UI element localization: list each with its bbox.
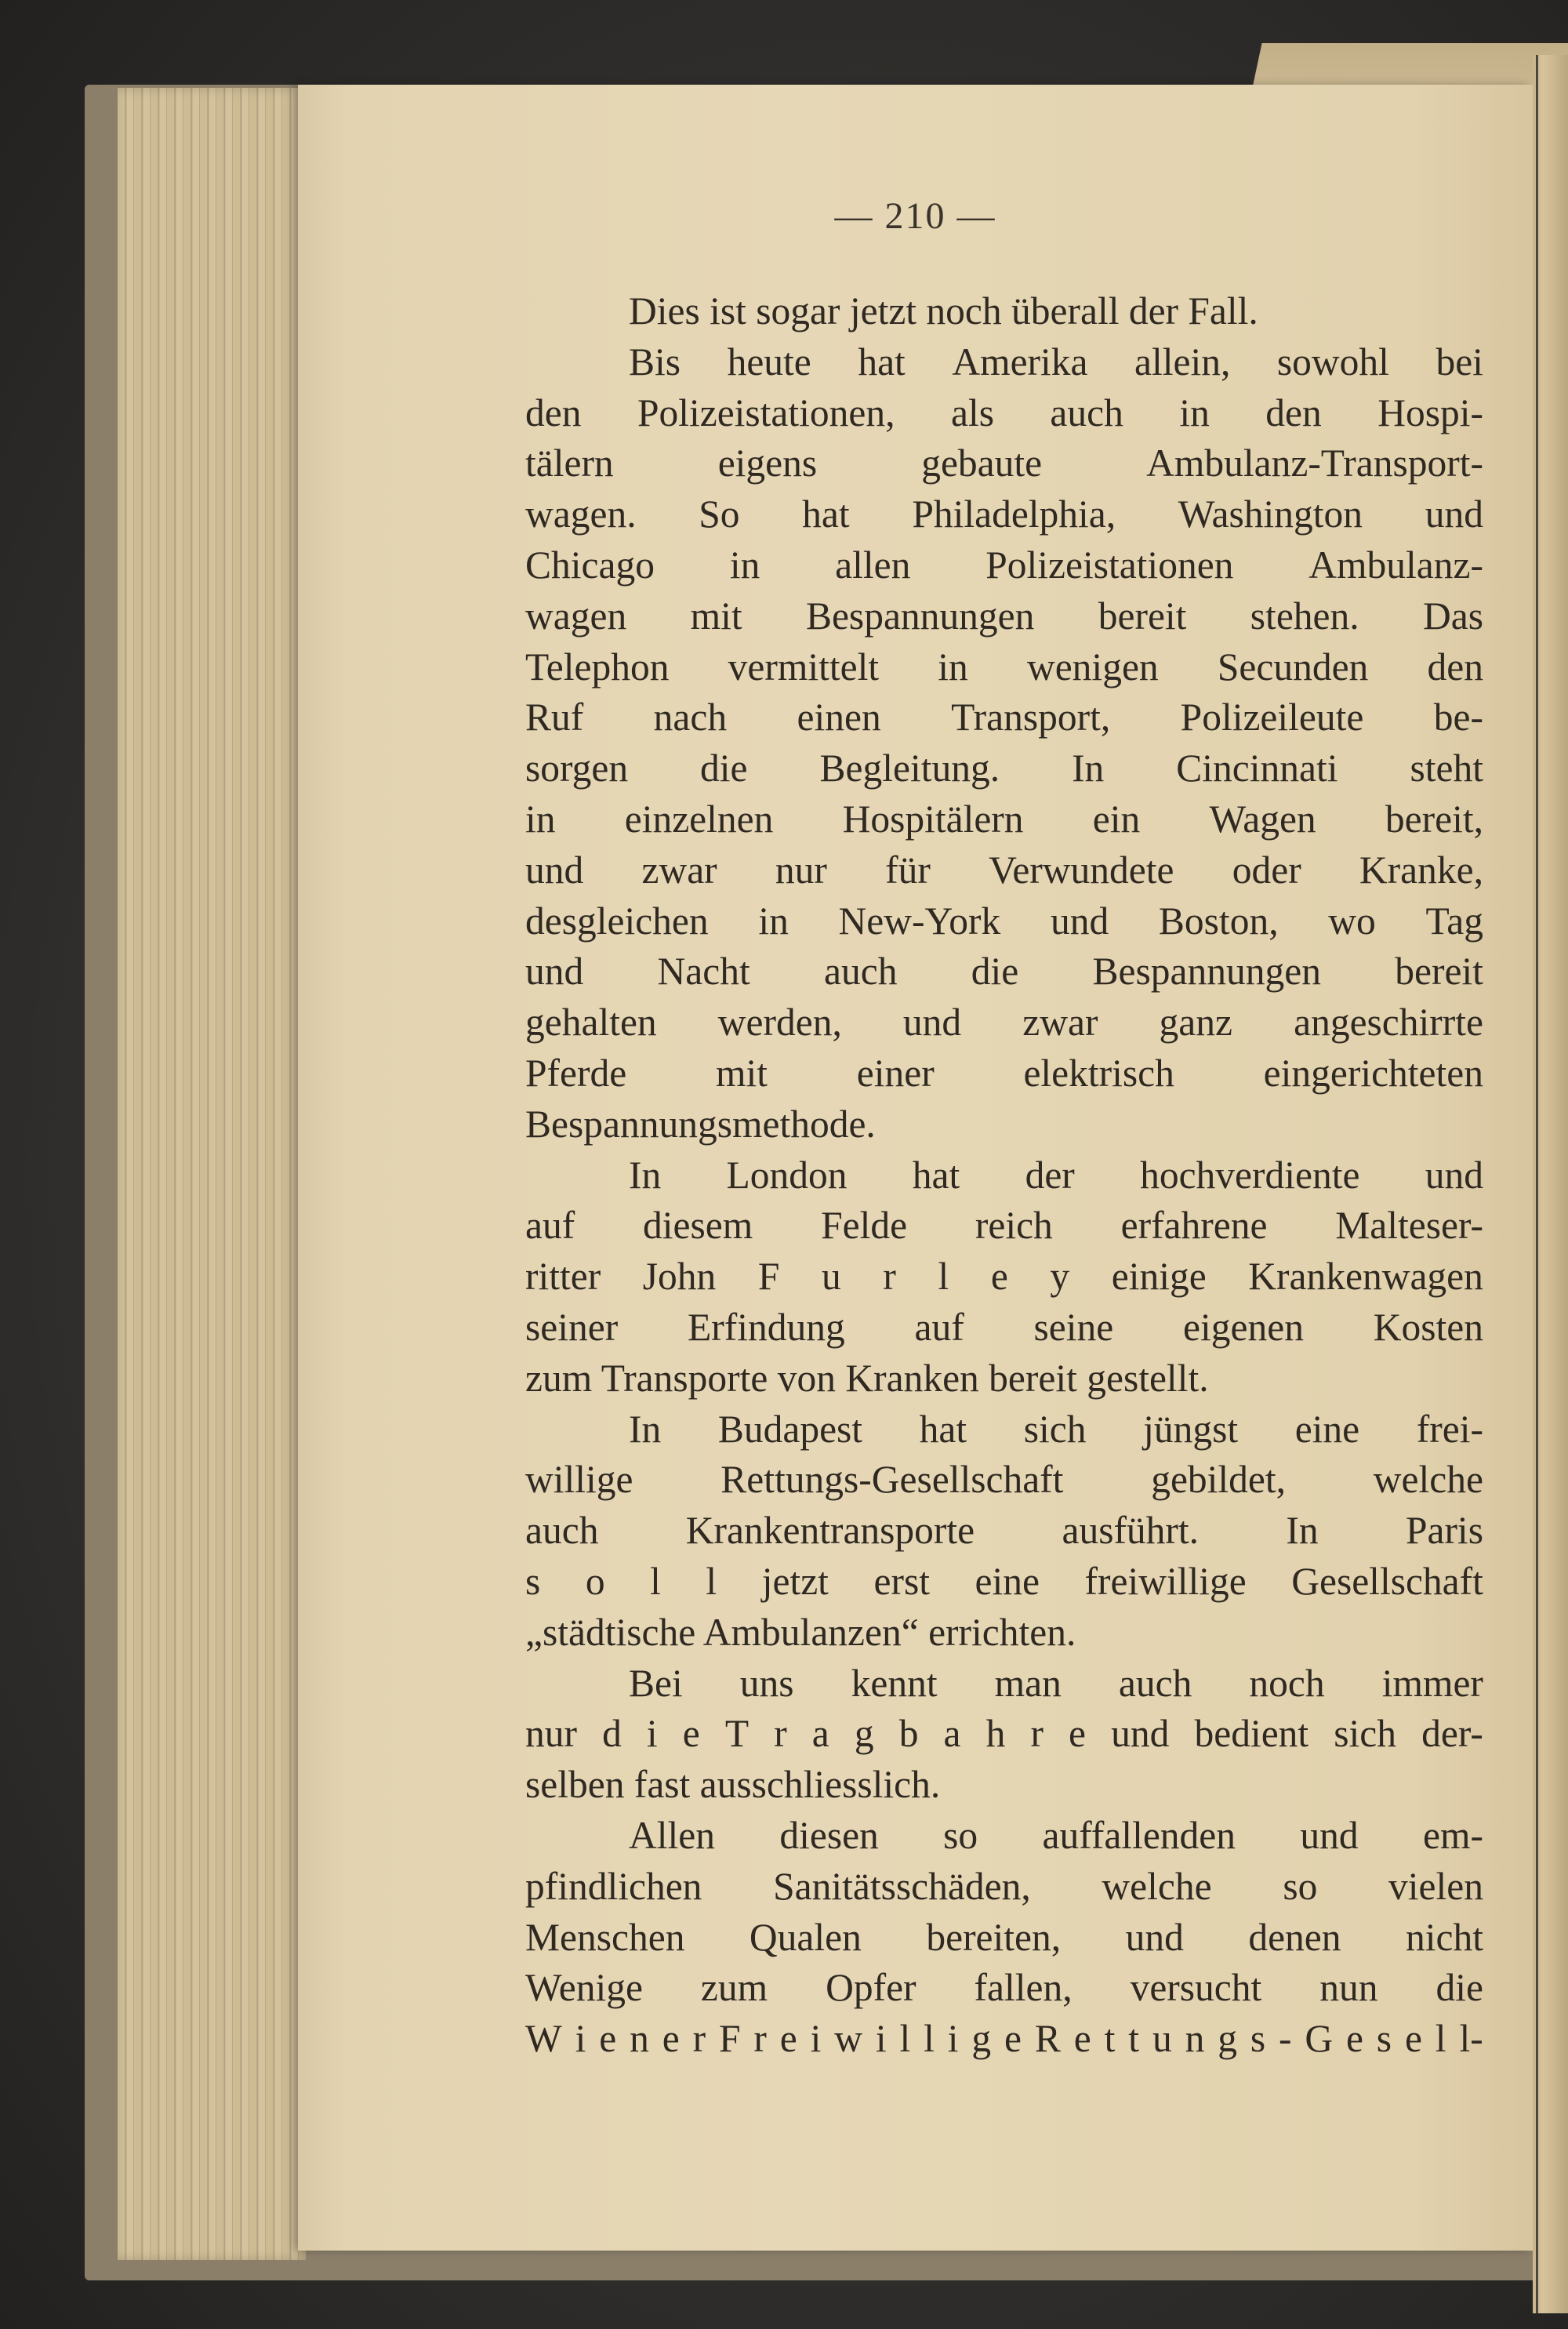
text-line: „städtische Ambulanzen“ errichten.	[525, 1610, 1076, 1654]
text-line: seiner Erfindung auf seine eigenen Kosten	[525, 1305, 1483, 1349]
text-line: sorgen die Begleitung. In Cincinnati steht	[525, 747, 1483, 790]
text-line: Pferde mit einer elektrisch eingerichteten	[525, 1051, 1483, 1095]
text-line: Dies ist sogar jetzt noch überall der Fall.	[629, 289, 1258, 332]
text-line: tälern eigens gebaute Ambulanz-Transport-	[525, 441, 1483, 485]
body-text	[525, 286, 1483, 2065]
text-line: und Nacht auch die Bespannungen bereit	[525, 950, 1483, 994]
text-line: ritter John F u r l e y einige Krankenwagen	[525, 1255, 1483, 1299]
text-line: auf diesem Felde reich erfahrene Malteser-	[525, 1204, 1483, 1248]
page-number: — 210 —	[834, 195, 996, 237]
text-line: Allen diesen so auffallenden und em-	[629, 1813, 1483, 1857]
text-line: In Budapest hat sich jüngst eine frei-	[629, 1407, 1483, 1451]
text-line: willige Rettungs-Gesellschaft gebildet, welche	[525, 1458, 1483, 1502]
text-line: s o l l jetzt erst eine freiwillige Gesellschaft	[525, 1559, 1483, 1603]
text-line: Bespannungsmethode.	[525, 1102, 876, 1146]
text-line: zum Transporte von Kranken bereit gestellt.	[525, 1356, 1209, 1400]
text-line: Ruf nach einen Transport, Polizeileute be-	[525, 696, 1483, 739]
text-line: Menschen Qualen bereiten, und denen nicht	[525, 1915, 1483, 1959]
text-line: gehalten werden, und zwar ganz angeschirrte	[525, 1001, 1483, 1045]
text-line: wagen mit Bespannungen bereit stehen. Das	[525, 594, 1483, 638]
text-line: Chicago in allen Polizeistationen Ambulanz-	[525, 543, 1483, 587]
right-page-edge	[1533, 55, 1568, 2313]
text-line: desgleichen in New-York und Boston, wo Tag	[525, 899, 1483, 943]
text-line: wagen. So hat Philadelphia, Washington und	[525, 492, 1483, 536]
text-line: in einzelnen Hospitälern ein Wagen bereit,	[525, 797, 1483, 841]
text-line: pfindlichen Sanitätsschäden, welche so vielen	[525, 1864, 1483, 1908]
text-line: und zwar nur für Verwundete oder Kranke,	[525, 848, 1483, 892]
text-line: selben fast ausschliesslich.	[525, 1763, 941, 1807]
text-line: Bis heute hat Amerika allein, sowohl bei	[629, 340, 1483, 383]
text-line: In London hat der hochverdiente und	[629, 1153, 1483, 1197]
text-line: den Polizeistationen, als auch in den Hospi-	[525, 391, 1483, 434]
text-line: Telephon vermittelt in wenigen Secunden den	[525, 645, 1483, 689]
text-line: Bei uns kennt man auch noch immer	[629, 1661, 1483, 1705]
text-line: Wenige zum Opfer fallen, versucht nun die	[525, 1966, 1483, 2010]
text-line: auch Krankentransporte ausführt. In Paris	[525, 1509, 1483, 1553]
text-line: nur d i e T r a g b a h r e und bedient sich der-	[525, 1712, 1483, 1756]
page-edges	[118, 88, 306, 2260]
text-line: W i e n e r F r e i w i l l i g e R e t t u n g s - G e s e l l-	[525, 2017, 1483, 2061]
